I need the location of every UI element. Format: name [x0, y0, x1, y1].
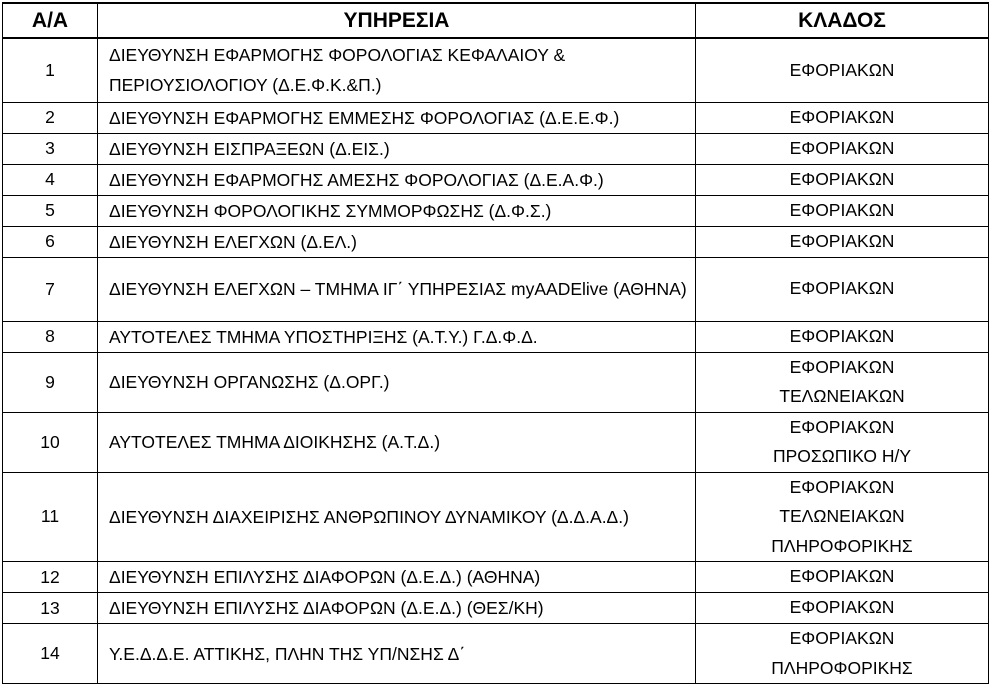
- table-row: [3, 624, 989, 684]
- service-name: ΔΙΕΥΘΥΝΣΗ ΕΦΑΡΜΟΓΗΣ ΕΜΜΕΣΗΣ ΦΟΡΟΛΟΓΙΑΣ (Δ.Ε.Ε.Φ.): [98, 102, 696, 133]
- service-name: ΔΙΕΥΘΥΝΣΗ ΔΙΑΧΕΙΡΙΣΗΣ ΑΝΘΡΩΠΙΝΟΥ ΔΥΝΑΜΙΚΟΥ (Δ.Δ.Α.Δ.): [98, 472, 696, 562]
- row-number: 1: [3, 38, 98, 102]
- branch-cell: [696, 38, 989, 102]
- branch-name: ΕΦΟΡΙΑΚΩΝ: [789, 168, 895, 189]
- branch-name: ΕΦΟΡΙΑΚΩΝ: [789, 628, 895, 648]
- table-row: [3, 164, 989, 195]
- service-name: ΔΙΕΥΘΥΝΣΗ ΦΟΡΟΛΟΓΙΚΗΣ ΣΥΜΜΟΡΦΩΣΗΣ (Δ.Φ.Σ.): [98, 195, 696, 226]
- branch-cell: [696, 412, 989, 472]
- table-row: [3, 102, 989, 133]
- branch-name: ΕΦΟΡΙΑΚΩΝ: [789, 230, 895, 251]
- row-number: 12: [3, 562, 98, 593]
- branch-cell: [696, 593, 989, 624]
- branch-cell: [696, 472, 989, 562]
- table-row: [3, 226, 989, 257]
- table-row: [3, 321, 989, 352]
- branch-cell: [696, 102, 989, 133]
- branch-name: ΕΦΟΡΙΑΚΩΝ: [789, 199, 895, 220]
- branch-name: ΕΦΟΡΙΑΚΩΝ: [789, 325, 895, 346]
- table-row: [3, 472, 989, 562]
- row-number: 9: [3, 352, 98, 412]
- table-row: [3, 38, 989, 102]
- branch-name: ΤΕΛΩΝΕΙΑΚΩΝ: [779, 386, 905, 406]
- branch-name: ΕΦΟΡΙΑΚΩΝ: [789, 356, 895, 377]
- header-branch: ΚΛΑΔΟΣ: [696, 3, 989, 38]
- branch-name: ΕΦΟΡΙΑΚΩΝ: [789, 597, 895, 618]
- row-number: 8: [3, 321, 98, 352]
- service-name: ΑΥΤΟΤΕΛΕΣ ΤΜΗΜΑ ΔΙΟΙΚΗΣΗΣ (Α.Τ.Δ.): [98, 412, 696, 472]
- header-service: ΥΠΗΡΕΣΙΑ: [98, 3, 696, 38]
- branch-name: ΕΦΟΡΙΑΚΩΝ: [789, 106, 895, 127]
- header-row: [3, 3, 989, 38]
- row-number: 2: [3, 102, 98, 133]
- branch-name: ΕΦΟΡΙΑΚΩΝ: [789, 566, 895, 587]
- service-name: Υ.Ε.Δ.Δ.Ε. ΑΤΤΙΚΗΣ, ΠΛΗΝ ΤΗΣ ΥΠ/ΝΣΗΣ Δ΄: [98, 624, 696, 684]
- branch-cell: [696, 352, 989, 412]
- branch-name: ΠΡΟΣΩΠΙΚΟ Η/Υ: [772, 446, 912, 466]
- branch-cell: [696, 321, 989, 352]
- row-number: 3: [3, 133, 98, 164]
- branch-name: ΕΦΟΡΙΑΚΩΝ: [789, 137, 895, 158]
- header-aa: Α/Α: [3, 3, 98, 38]
- service-name: ΑΥΤΟΤΕΛΕΣ ΤΜΗΜΑ ΥΠΟΣΤΗΡΙΞΗΣ (Α.Τ.Υ.) Γ.Δ.Φ.Δ.: [98, 321, 696, 352]
- branch-name: ΕΦΟΡΙΑΚΩΝ: [789, 59, 895, 80]
- row-number: 7: [3, 257, 98, 321]
- table-row: [3, 195, 989, 226]
- services-table: [2, 2, 989, 684]
- table-row: [3, 562, 989, 593]
- branch-cell: [696, 133, 989, 164]
- row-number: 6: [3, 226, 98, 257]
- branch-name: ΠΛΗΡΟΦΟΡΙΚΗΣ: [771, 657, 913, 678]
- service-name: ΔΙΕΥΘΥΝΣΗ ΟΡΓΑΝΩΣΗΣ (Δ.ΟΡΓ.): [98, 352, 696, 412]
- branch-cell: [696, 226, 989, 257]
- branch-name: ΕΦΟΡΙΑΚΩΝ: [789, 476, 895, 497]
- service-name: ΔΙΕΥΘΥΝΣΗ ΕΠΙΛΥΣΗΣ ΔΙΑΦΟΡΩΝ (Δ.Ε.Δ.) (ΘΕΣ/ΚΗ): [98, 593, 696, 624]
- row-number: 10: [3, 412, 98, 472]
- service-name: ΔΙΕΥΘΥΝΣΗ ΕΦΑΡΜΟΓΗΣ ΦΟΡΟΛΟΓΙΑΣ ΚΕΦΑΛΑΙΟΥ & ΠΕΡΙΟΥΣΙΟΛΟΓΙΟΥ (Δ.Ε.Φ.Κ.&Π.): [98, 38, 696, 102]
- branch-name: ΕΦΟΡΙΑΚΩΝ: [789, 416, 895, 437]
- branch-name: ΕΦΟΡΙΑΚΩΝ: [789, 278, 895, 299]
- table-row: [3, 352, 989, 412]
- service-name: ΔΙΕΥΘΥΝΣΗ ΕΛΕΓΧΩΝ (Δ.ΕΛ.): [98, 226, 696, 257]
- service-name: ΔΙΕΥΘΥΝΣΗ ΕΛΕΓΧΩΝ – ΤΜΗΜΑ ΙΓ΄ ΥΠΗΡΕΣΙΑΣ myAADElive (ΑΘΗΝΑ): [98, 257, 696, 321]
- row-number: 4: [3, 164, 98, 195]
- table-row: [3, 133, 989, 164]
- row-number: 11: [3, 472, 98, 562]
- row-number: 14: [3, 624, 98, 684]
- branch-cell: [696, 164, 989, 195]
- document-page: [2, 2, 989, 684]
- branch-name: ΠΛΗΡΟΦΟΡΙΚΗΣ: [771, 535, 913, 556]
- service-name: ΔΙΕΥΘΥΝΣΗ ΕΠΙΛΥΣΗΣ ΔΙΑΦΟΡΩΝ (Δ.Ε.Δ.) (ΑΘΗΝΑ): [98, 562, 696, 593]
- row-number: 13: [3, 593, 98, 624]
- table-row: [3, 412, 989, 472]
- table-row: [3, 257, 989, 321]
- service-name: ΔΙΕΥΘΥΝΣΗ ΕΦΑΡΜΟΓΗΣ ΑΜΕΣΗΣ ΦΟΡΟΛΟΓΙΑΣ (Δ.Ε.Α.Φ.): [98, 164, 696, 195]
- branch-name: ΤΕΛΩΝΕΙΑΚΩΝ: [779, 506, 905, 526]
- branch-cell: [696, 257, 989, 321]
- service-name: ΔΙΕΥΘΥΝΣΗ ΕΙΣΠΡΑΞΕΩΝ (Δ.ΕΙΣ.): [98, 133, 696, 164]
- branch-cell: [696, 562, 989, 593]
- row-number: 5: [3, 195, 98, 226]
- branch-cell: [696, 624, 989, 684]
- table-row: [3, 593, 989, 624]
- branch-cell: [696, 195, 989, 226]
- table-body: [3, 38, 989, 684]
